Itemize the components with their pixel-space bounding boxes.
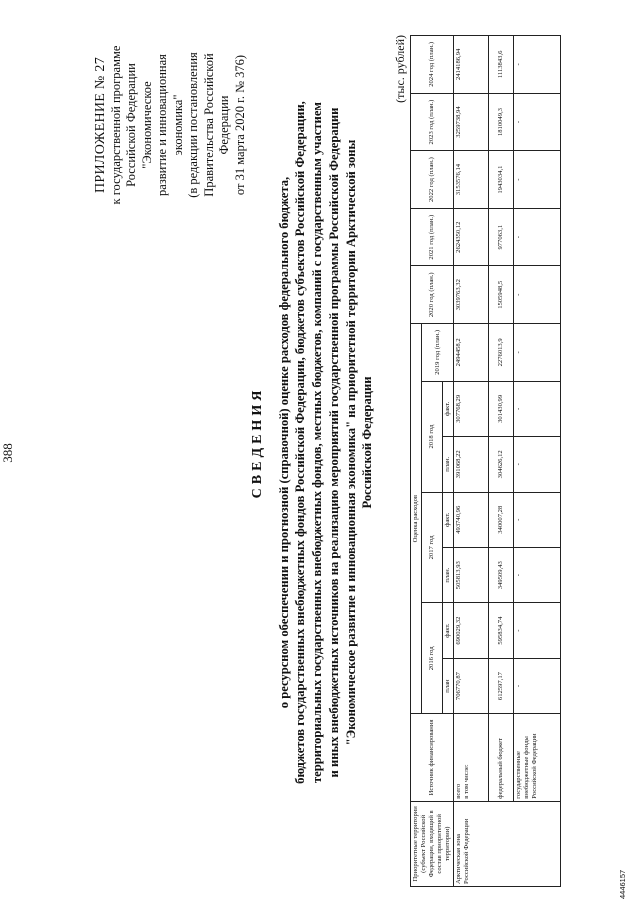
page-number: 388 xyxy=(0,443,15,463)
value-cell: 612597,17 xyxy=(489,658,514,713)
source-cell: федеральный бюджет xyxy=(489,714,514,801)
heading-line: и иных внебюджетных источников на реализацию мероприятий государственной программы Российской Федерации xyxy=(326,107,341,778)
table-row xyxy=(489,36,514,887)
value-cell: 307768,29 xyxy=(454,381,489,436)
header-year-2016: 2016 год xyxy=(422,603,443,714)
table-row xyxy=(454,36,489,887)
value-cell: 301430,99 xyxy=(489,381,514,436)
funding-table xyxy=(410,35,561,887)
source-cell: государственные внебюджетные фонды Российской Федерации xyxy=(514,714,561,801)
header-year-2024: 2024 год (план.) xyxy=(411,36,454,94)
value-cell: 977063,1 xyxy=(489,208,514,266)
source-label: всего xyxy=(455,783,462,799)
appendix-line: от 31 марта 2020 г. № 376) xyxy=(232,54,247,196)
appendix-block xyxy=(93,25,248,225)
header-year-2017: 2017 год xyxy=(422,492,443,603)
header-plan: план. xyxy=(443,437,454,492)
value-cell: 493740,96 xyxy=(454,492,489,547)
value-cell: 595834,74 xyxy=(489,603,514,658)
header-year-2020: 2020 год (план.) xyxy=(411,266,454,324)
value-cell: - xyxy=(514,658,561,713)
document-heading xyxy=(250,70,376,815)
header-year-2022: 2022 год (план.) xyxy=(411,151,454,209)
heading-line: "Экономическое развитие и инновационная экономика" на приоритетной территории Арктической зоны xyxy=(343,139,358,746)
value-cell: - xyxy=(514,151,561,209)
heading-title: СВЕДЕНИЯ xyxy=(250,386,265,499)
value-cell: 391068,22 xyxy=(454,437,489,492)
value-cell: - xyxy=(514,437,561,492)
appendix-line: (в редакции постановления xyxy=(186,52,200,198)
header-plan: план. xyxy=(443,547,454,602)
value-cell: 706770,87 xyxy=(454,658,489,713)
value-cell: 2276013,9 xyxy=(489,324,514,382)
value-cell: - xyxy=(514,381,561,436)
appendix-line: Российской Федерации "Экономическое xyxy=(124,63,154,187)
header-fact: факт. xyxy=(443,381,454,436)
header-fact: факт. xyxy=(443,603,454,658)
value-cell: - xyxy=(514,36,561,94)
value-cell: - xyxy=(514,324,561,382)
value-cell: 3153576,14 xyxy=(454,151,489,209)
header-territory: Приоритетные территории (субъект Российской Федерации, входящий в состав приоритетной территории) xyxy=(411,801,454,886)
value-cell: - xyxy=(514,208,561,266)
header-plan: план xyxy=(443,658,454,713)
header-year-2021: 2021 год (план.) xyxy=(411,208,454,266)
header-estimate: Оценка расходов xyxy=(411,324,422,714)
header-year-2018: 2018 год xyxy=(422,381,443,492)
value-cell: 349509,43 xyxy=(489,547,514,602)
header-year-2019: 2019 год (план.) xyxy=(422,324,454,382)
appendix-line: Правительства Российской Федерации xyxy=(201,53,231,197)
value-cell: 2414186,94 xyxy=(454,36,489,94)
value-cell: 1943034,1 xyxy=(489,151,514,209)
heading-line: Российской Федерации xyxy=(360,376,375,509)
appendix-title: ПРИЛОЖЕНИЕ № 27 xyxy=(93,57,108,193)
header-fact: факт. xyxy=(443,492,454,547)
document-id: 4446157 xyxy=(618,869,627,899)
value-cell: 3039763,32 xyxy=(454,266,489,324)
value-cell: 2624350,12 xyxy=(454,208,489,266)
region-cell: Арктическая зона Российской Федерации xyxy=(454,801,561,886)
unit-label: (тыс. рублей) xyxy=(393,35,407,103)
table-row xyxy=(514,36,561,887)
source-note: в том числе: xyxy=(463,764,470,799)
value-cell: - xyxy=(514,547,561,602)
heading-line: территориальных государственных внебюджетных фондов, местных бюджетов, компаний с государственным участием xyxy=(310,102,325,783)
value-cell: 3259738,94 xyxy=(454,93,489,151)
appendix-line: к государственной программе xyxy=(108,45,123,205)
value-cell: - xyxy=(514,603,561,658)
value-cell: 1113843,6 xyxy=(489,36,514,94)
value-cell: - xyxy=(514,492,561,547)
header-year-2023: 2023 год (план.) xyxy=(411,93,454,151)
value-cell: 340007,28 xyxy=(489,492,514,547)
value-cell: 690029,32 xyxy=(454,603,489,658)
value-cell: 1810049,3 xyxy=(489,93,514,151)
value-cell: - xyxy=(514,266,561,324)
source-cell xyxy=(454,714,489,801)
appendix-line: развитие и инновационная экономика" xyxy=(155,54,185,196)
value-cell: 1505948,5 xyxy=(489,266,514,324)
header-source: Источник финансирования xyxy=(411,714,454,801)
heading-line: бюджетов государственных внебюджетных фондов Российской Федерации, бюджетов субъектов Российской Федерации, xyxy=(293,101,308,784)
value-cell: 2494458,2 xyxy=(454,324,489,382)
value-cell: 505813,93 xyxy=(454,547,489,602)
value-cell: - xyxy=(514,93,561,151)
value-cell: 304626,12 xyxy=(489,437,514,492)
heading-line: о ресурсном обеспечении и прогнозной (справочной) оценке расходов федерального бюджета, xyxy=(276,176,291,709)
